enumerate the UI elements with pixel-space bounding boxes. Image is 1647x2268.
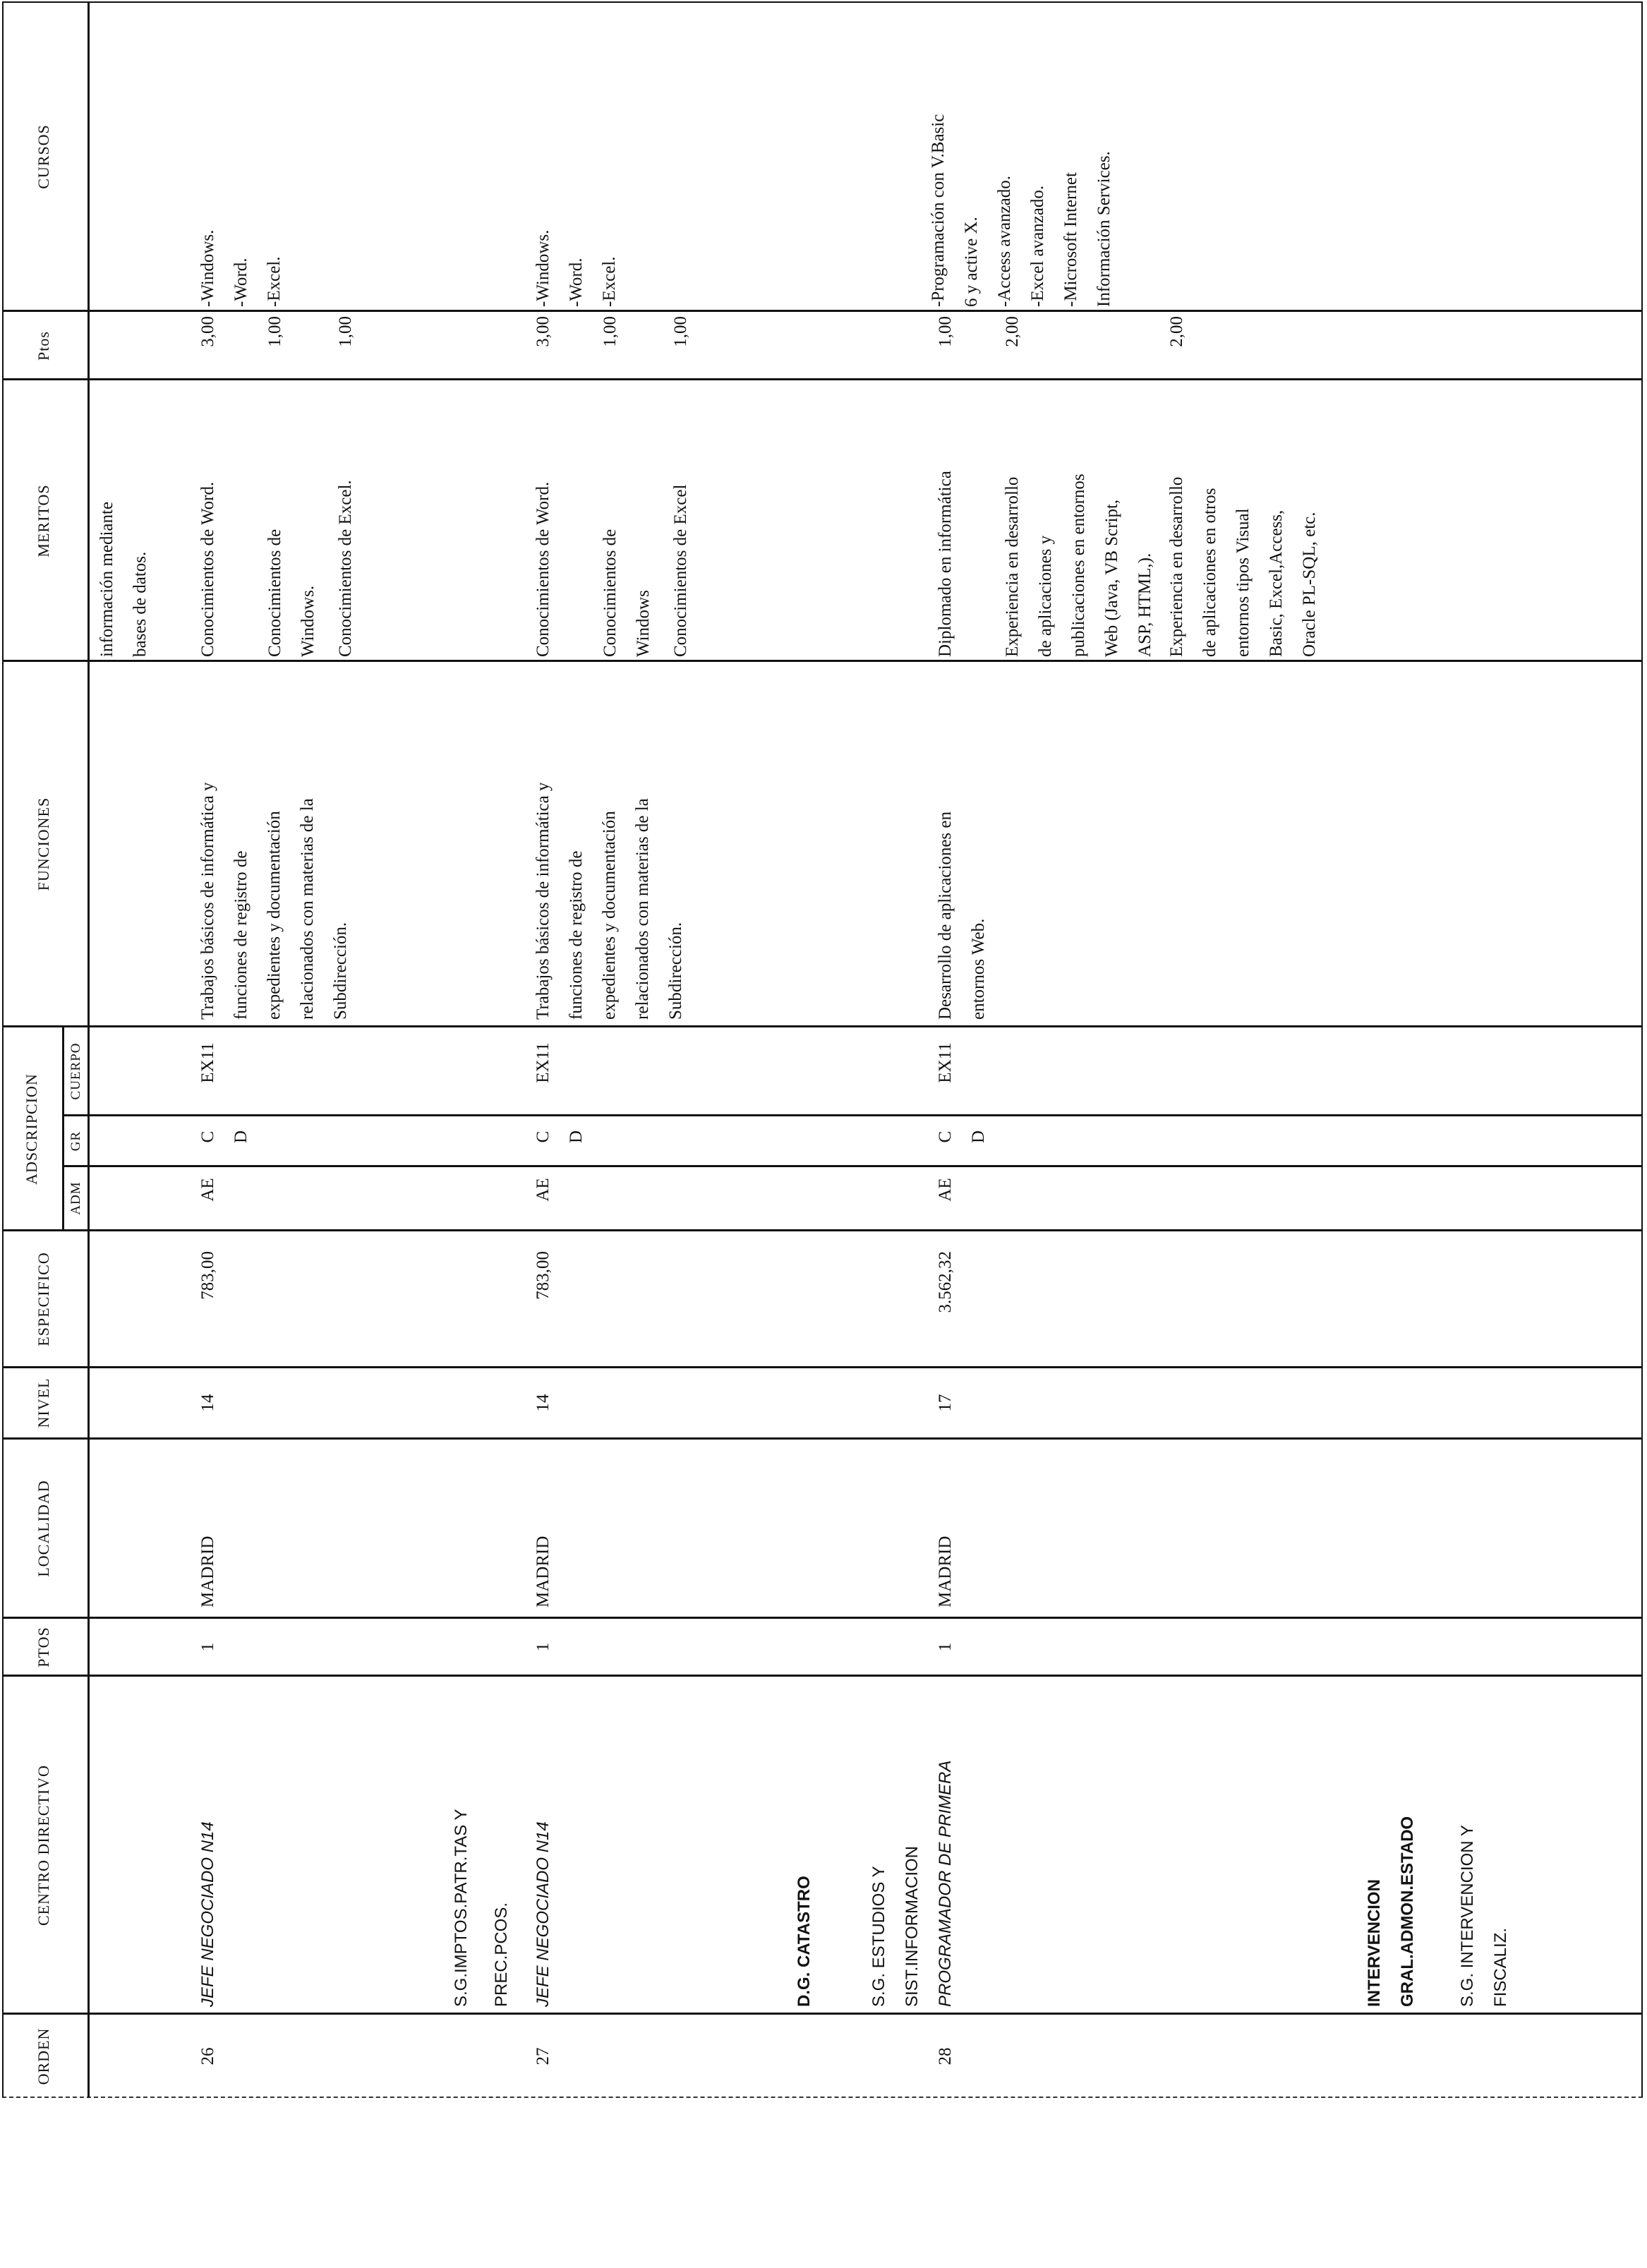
merito-line: Windows [634, 590, 653, 657]
centro-subdireccion-line: FISCALIZ. [1491, 1927, 1510, 2007]
puestos-count: 1 [198, 1642, 217, 1652]
funciones-line: expedientes y documentación [600, 811, 619, 1020]
meritos-continuation-line: bases de datos. [131, 551, 150, 657]
merito-line: Windows. [298, 585, 318, 657]
nivel: 14 [533, 1394, 553, 1412]
grupo: D [969, 1130, 988, 1144]
header-adscripcion: ADSCRIPCION [23, 1073, 40, 1185]
curso-line: -Programación con V.Basic [929, 114, 948, 307]
centro-subdireccion-line: PREC.PCOS. [492, 1902, 511, 2007]
merito-line: ASP, HTML,). [1135, 553, 1154, 657]
cuerpo: EX11 [533, 1042, 553, 1083]
nivel: 17 [936, 1394, 955, 1412]
curso-line: -Windows. [533, 229, 553, 307]
merito-ptos: 3,00 [533, 316, 553, 347]
puesto-title: PROGRAMADOR DE PRIMERA [936, 1760, 955, 2007]
column-divider [2, 1366, 1643, 1368]
adm: AE [198, 1178, 217, 1202]
merito-ptos: 1,00 [601, 316, 620, 347]
curso-line: -Excel. [265, 256, 284, 307]
especifico: 783,00 [533, 1251, 553, 1300]
centro-heading: INTERVENCION [1365, 1879, 1384, 2007]
merito-line: Conocimientos de Excel [671, 484, 690, 657]
curso-line: -Access avanzado. [995, 175, 1014, 307]
curso-line: -Word. [231, 258, 251, 307]
merito-line: Basic, Excel,Access, [1267, 509, 1286, 657]
header-funciones: FUNCIONES [35, 797, 52, 891]
merito-line: Web (Java, VB Script, [1102, 499, 1121, 657]
merito-line: de aplicaciones en otros [1200, 488, 1219, 657]
merito-line: Diplomado en informática [936, 471, 955, 657]
centro-heading: GRAL.ADMON.ESTADO [1398, 1816, 1417, 2007]
funciones-line: entornos Web. [969, 918, 988, 1020]
curso-line: 6 y active X. [962, 217, 981, 307]
cuerpo: EX11 [198, 1042, 217, 1083]
especifico: 3.562,32 [936, 1251, 955, 1313]
curso-line: -Excel avanzado. [1028, 185, 1047, 307]
puesto-title: JEFE NEGOCIADO N14 [198, 1821, 217, 2007]
header-cursos: CURSOS [35, 124, 52, 189]
column-divider [2, 660, 1643, 662]
header-meritos: MERITOS [35, 484, 52, 557]
merito-line: Conocimientos de [265, 529, 284, 657]
merito-ptos: 1,00 [265, 316, 284, 347]
column-divider [2, 378, 1643, 380]
header-especifico: ESPECIFICO [35, 1252, 52, 1346]
meritos-continuation-line: información mediante [97, 501, 116, 657]
column-divider [2, 1617, 1643, 1619]
grupo: C [198, 1130, 217, 1143]
column-divider [2, 1675, 1643, 1677]
curso-line: -Word. [567, 258, 586, 307]
merito-line: Oracle PL-SQL, etc. [1300, 512, 1319, 657]
curso-line: -Excel. [600, 256, 619, 307]
header-nivel: NIVEL [35, 1377, 52, 1428]
centro-subdireccion-line: SIST.INFORMACION [903, 1845, 922, 2007]
funciones-line: expedientes y documentación [265, 811, 284, 1020]
funciones-line: relacionados con materias de la [298, 798, 317, 1020]
especifico: 783,00 [198, 1251, 217, 1300]
grupo: D [567, 1130, 586, 1144]
merito-line: Conocimientos de Word. [198, 481, 217, 657]
merito-ptos: 2,00 [1167, 316, 1186, 347]
cuerpo: EX11 [936, 1042, 955, 1083]
nivel: 14 [198, 1394, 217, 1412]
funciones-line: Subdirección. [666, 922, 685, 1020]
merito-line: Conocimientos de [601, 529, 620, 657]
orden-number: 28 [936, 2047, 955, 2065]
merito-line: entornos tipos Visual [1233, 508, 1253, 657]
funciones-line: Trabajos básicos de informática y [533, 782, 553, 1020]
merito-line: de aplicaciones y [1036, 535, 1055, 657]
curso-line: -Windows. [198, 229, 217, 307]
merito-ptos: 3,00 [198, 316, 217, 347]
adscripcion-subheader-divider [62, 1027, 64, 1231]
header-divider [88, 1, 90, 2098]
grupo: C [936, 1130, 955, 1143]
funciones-line: funciones de registro de [231, 850, 251, 1020]
merito-line: publicaciones en entornos [1069, 473, 1088, 657]
column-divider [2, 1437, 1643, 1440]
puestos-count: 1 [533, 1642, 553, 1652]
merito-ptos: 1,00 [671, 316, 690, 347]
curso-line: Información Services. [1094, 151, 1114, 307]
localidad: MADRID [533, 1536, 553, 1607]
grupo: C [533, 1130, 553, 1143]
funciones-line: Desarrollo de aplicaciones en [936, 811, 955, 1020]
funciones-line: Trabajos básicos de informática y [198, 782, 217, 1020]
merito-line: Experiencia en desarrollo [1167, 476, 1186, 657]
header-adm: ADM [68, 1181, 83, 1215]
funciones-line: Subdirección. [331, 922, 350, 1020]
merito-line: Conocimientos de Word. [533, 481, 553, 657]
header-ptos-meritos: Ptos [35, 331, 52, 361]
header-orden: ORDEN [35, 2027, 52, 2085]
adm: AE [936, 1178, 955, 1202]
adm: AE [533, 1178, 553, 1202]
funciones-line: relacionados con materias de la [633, 798, 652, 1020]
header-localidad: LOCALIDAD [35, 1480, 52, 1577]
funciones-line: funciones de registro de [567, 850, 586, 1020]
header-ptos: PTOS [35, 1627, 52, 1667]
column-divider [2, 310, 1643, 312]
orden-number: 26 [198, 2047, 217, 2065]
localidad: MADRID [936, 1536, 955, 1607]
localidad: MADRID [198, 1536, 217, 1607]
merito-line: Experiencia en desarrollo [1003, 476, 1022, 657]
merito-line: Conocimientos de Excel. [336, 480, 355, 657]
puestos-count: 1 [936, 1642, 955, 1652]
merito-ptos: 1,00 [336, 316, 355, 347]
puesto-title: JEFE NEGOCIADO N14 [533, 1821, 553, 2007]
merito-ptos: 1,00 [936, 316, 955, 347]
grupo: D [231, 1130, 251, 1144]
orden-number: 27 [533, 2047, 553, 2065]
centro-heading: D.G. CATASTRO [795, 1876, 814, 2007]
header-cuerpo: CUERPO [68, 1042, 83, 1100]
centro-subdireccion-line: S.G.IMPTOS.PATR.TAS Y [452, 1809, 471, 2007]
header-gr: GR [68, 1130, 83, 1152]
curso-line: -Microsoft Internet [1061, 172, 1080, 307]
column-divider [2, 2013, 1643, 2015]
merito-ptos: 2,00 [1003, 316, 1022, 347]
header-centro-directivo: CENTRO DIRECTIVO [35, 1764, 52, 1926]
centro-subdireccion-line: S.G. ESTUDIOS Y [869, 1866, 888, 2007]
centro-subdireccion-line: S.G. INTERVENCION Y [1458, 1825, 1477, 2007]
